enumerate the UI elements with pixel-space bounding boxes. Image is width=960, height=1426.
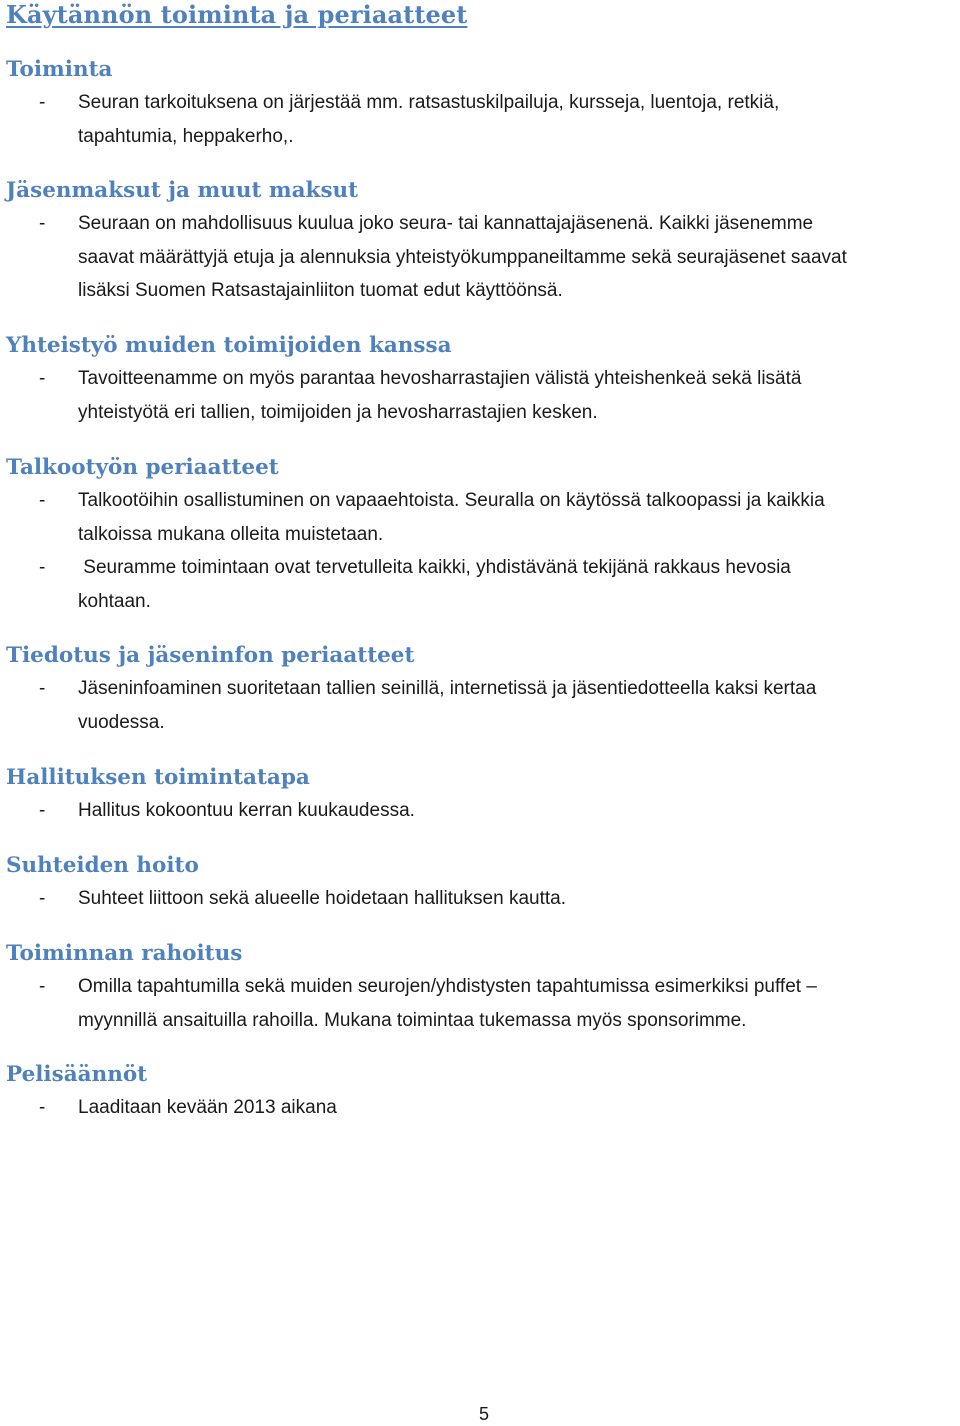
bullet: - (39, 976, 46, 997)
section-talkootyo (0, 452, 960, 618)
section-heading: Hallituksen toimintatapa (6, 765, 310, 790)
section-heading: Toiminta (6, 57, 113, 82)
list-item (0, 882, 960, 916)
item-line: Talkootöihin osallistuminen on vapaaehtoista. Seuralla on käytössä talkoopassi ja kaikkia (78, 490, 825, 511)
item-line: talkoissa mukana olleita muistetaan. (78, 523, 384, 545)
bullet: - (39, 888, 46, 909)
list-item (0, 970, 960, 1037)
bullet: - (39, 368, 46, 389)
item-line: Hallitus kokoontuu kerran kuukaudessa. (78, 800, 415, 821)
bullet: - (39, 800, 46, 821)
item-line: Laaditaan kevään 2013 aikana (78, 1097, 337, 1118)
section-suhteet (0, 850, 960, 916)
item-line: kohtaan. (78, 590, 151, 612)
bullet: - (39, 1097, 46, 1118)
bullet: - (39, 557, 46, 579)
page-number: 5 (478, 1404, 489, 1424)
section-heading: Toiminnan rahoitus (6, 941, 243, 966)
list-item (0, 794, 960, 828)
bullet: - (39, 490, 46, 511)
bullet: - (39, 92, 46, 113)
item-line: Tavoitteenamme on myös parantaa hevosharrastajien välistä yhteishenkeä sekä lisätä (78, 368, 802, 389)
bullet: - (39, 213, 46, 234)
item-line: tapahtumia, heppakerho,. (78, 125, 294, 147)
list-item (0, 362, 960, 429)
section-heading: Suhteiden hoito (6, 853, 199, 878)
section-rahoitus (0, 938, 960, 1037)
item-line: Seuraan on mahdollisuus kuulua joko seura- tai kannattajajäsenenä. Kaikki jäsenemme (78, 213, 814, 234)
list-item (0, 484, 960, 551)
section-heading: Pelisäännöt (6, 1062, 148, 1087)
section-heading: Tiedotus ja jäseninfon periaatteet (6, 643, 415, 668)
item-line: myynnillä ansaituilla rahoilla. Mukana toimintaa tukemassa myös sponsorimme. (78, 1009, 747, 1031)
bullet: - (39, 678, 46, 699)
section-toiminta (0, 54, 960, 153)
section-heading: Yhteistyö muiden toimijoiden kanssa (6, 333, 452, 358)
item-line: lisäksi Suomen Ratsastajainliiton tuomat edut käyttöönsä. (78, 280, 563, 302)
section-pelisaannot (0, 1059, 960, 1125)
section-yhteistyo (0, 330, 960, 429)
item-line: Seuran tarkoituksena on järjestää mm. ratsastuskilpailuja, kursseja, luentoja, retkiä, (78, 92, 780, 113)
item-line: Jäseninfoaminen suoritetaan tallien seinillä, internetissä ja jäsentiedotteella kaksi kertaa (78, 678, 817, 699)
section-tiedotus (0, 640, 960, 739)
section-jasenmaksut (0, 175, 960, 308)
list-item (0, 1091, 960, 1125)
item-line: vuodessa. (78, 711, 165, 733)
list-item (0, 551, 960, 618)
item-line: Seuramme toimintaan ovat tervetulleita kaikki, yhdistävänä tekijänä rakkaus hevosia (78, 557, 791, 579)
page-title: Käytännön toiminta ja periaatteet (6, 0, 468, 29)
section-heading: Talkootyön periaatteet (6, 455, 279, 480)
item-line: saavat määrättyjä etuja ja alennuksia yhteistyökumppaneiltamme sekä seurajäsenet saavat (78, 246, 847, 268)
item-line: yhteistyötä eri tallien, toimijoiden ja hevosharrastajien kesken. (78, 401, 598, 423)
item-line: Suhteet liittoon sekä alueelle hoidetaan hallituksen kautta. (78, 888, 567, 909)
list-item (0, 672, 960, 739)
section-heading: Jäsenmaksut ja muut maksut (6, 178, 359, 203)
section-hallitus (0, 762, 960, 828)
list-item (0, 207, 960, 308)
item-line: Omilla tapahtumilla sekä muiden seurojen/yhdistysten tapahtumissa esimerkiksi puffet – (78, 976, 817, 997)
list-item (0, 86, 960, 153)
